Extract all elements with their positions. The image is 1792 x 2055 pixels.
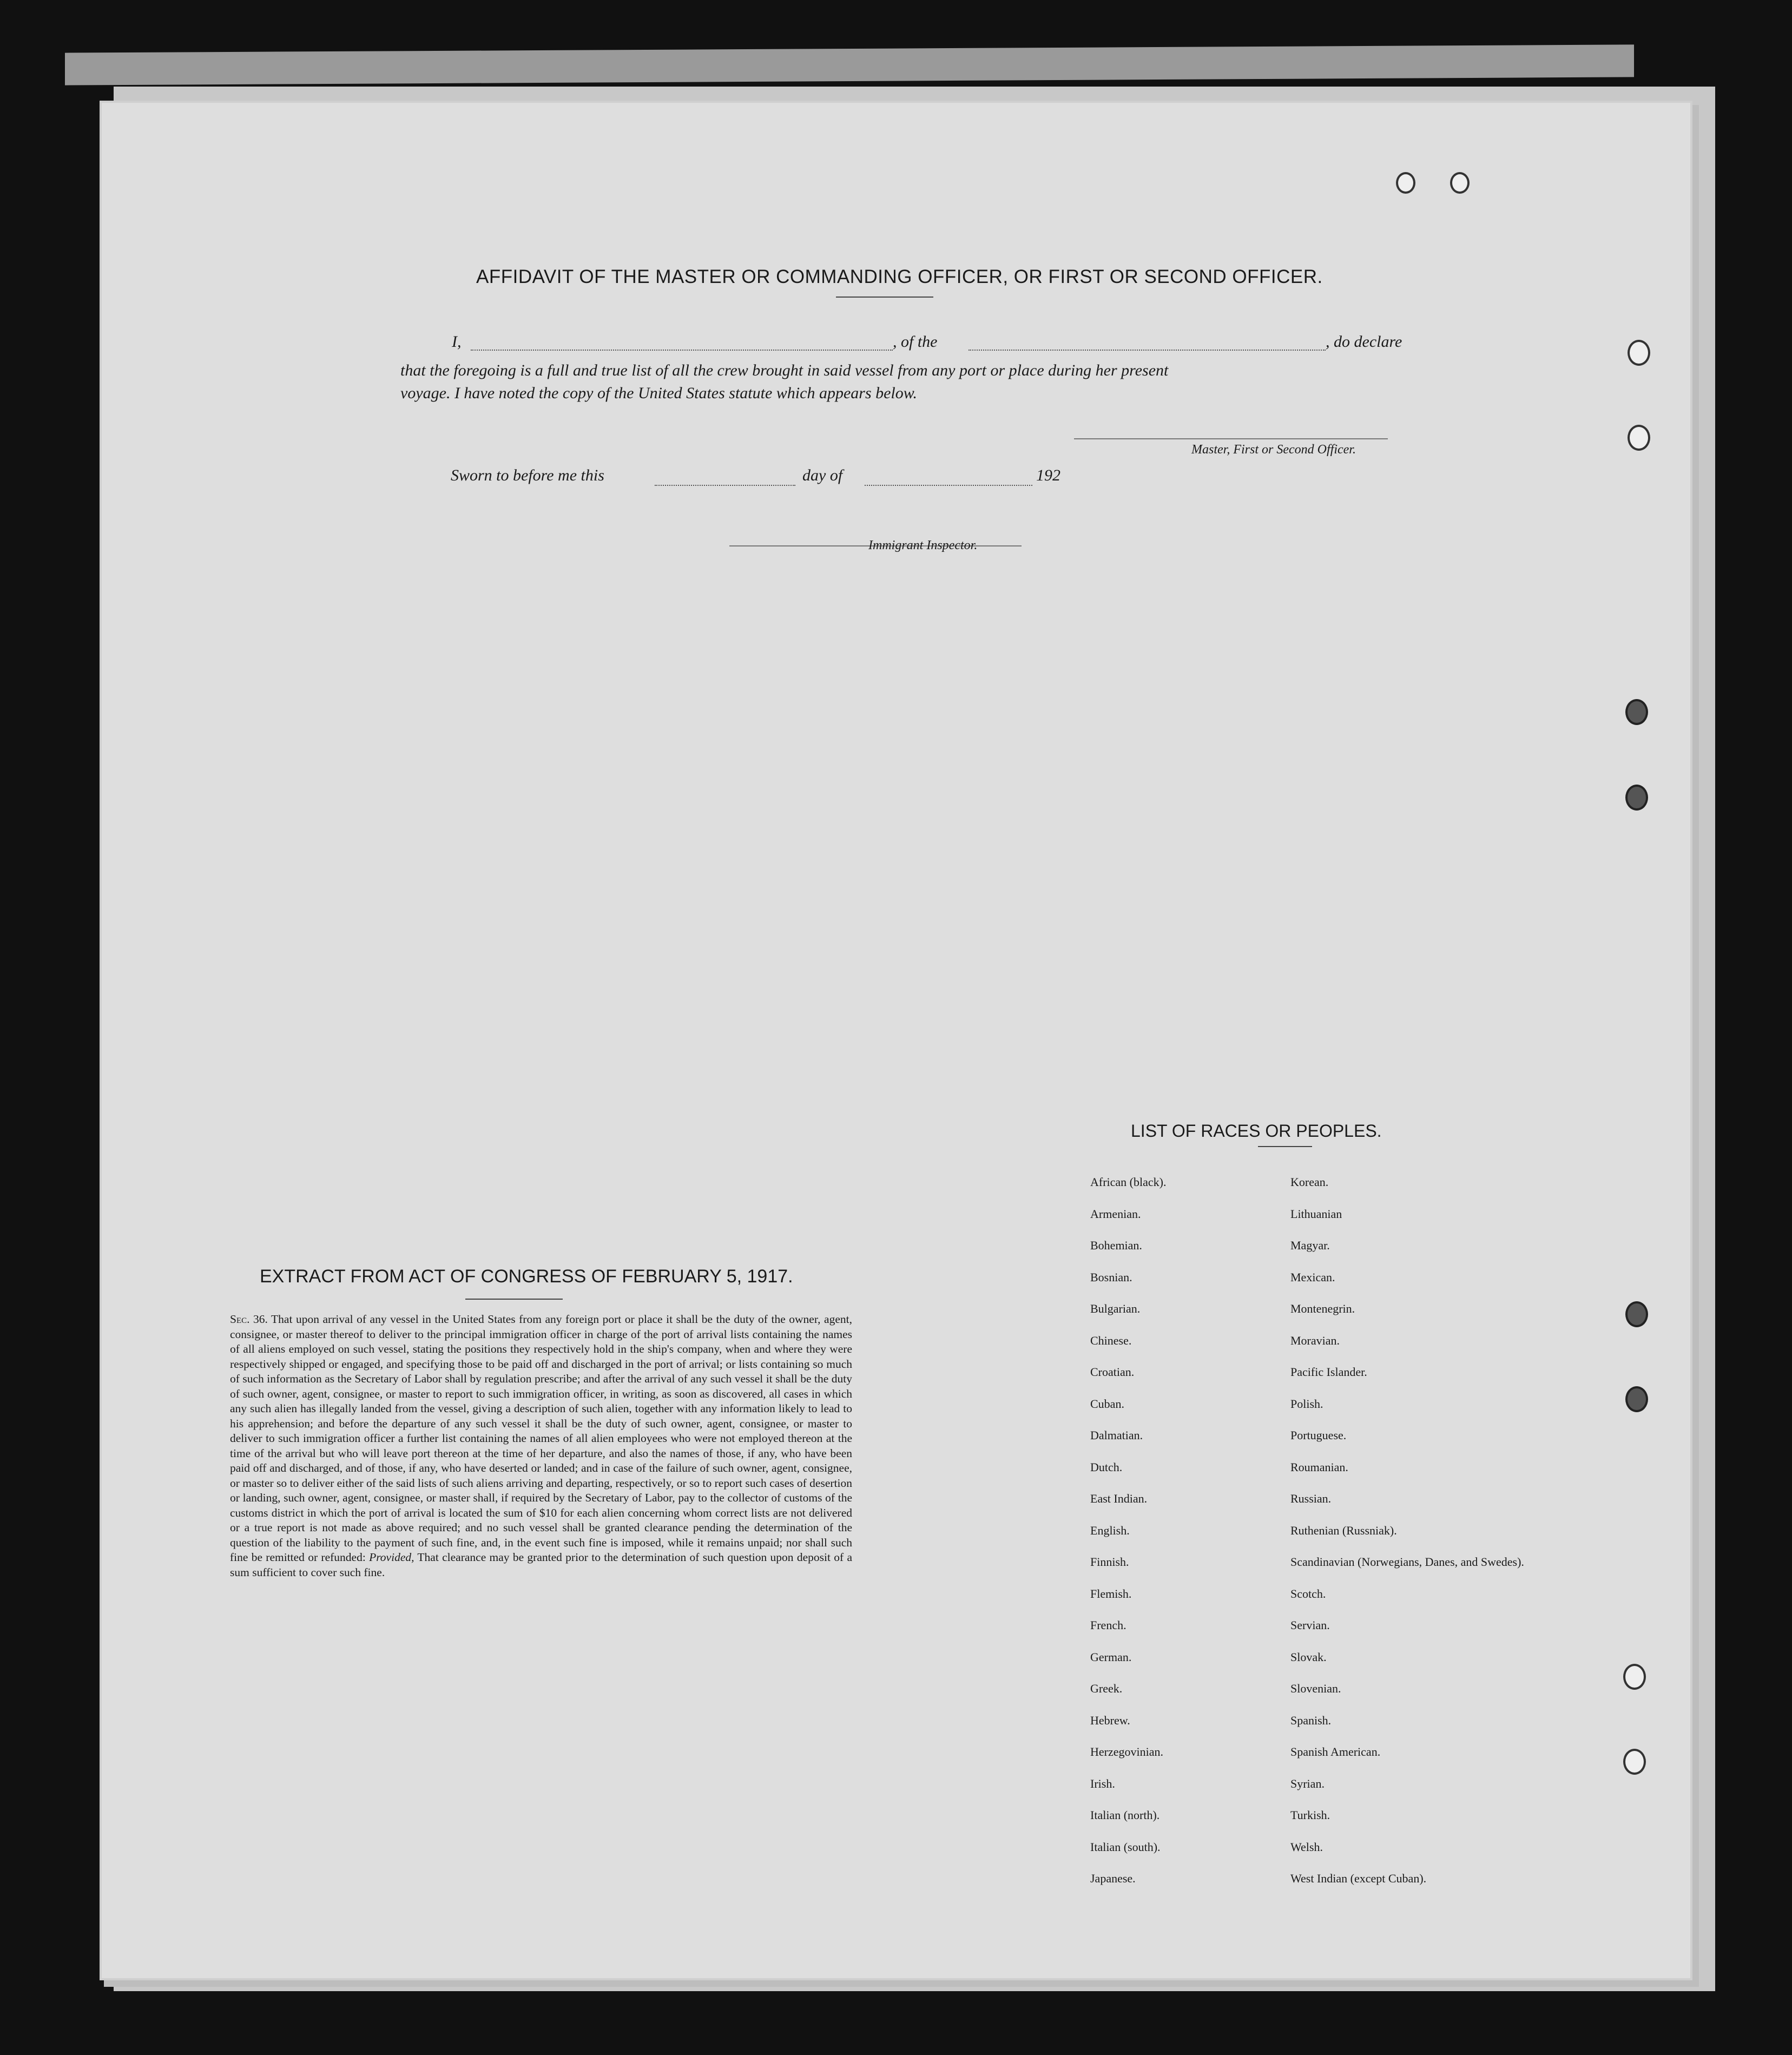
year-label: 192 (1036, 466, 1060, 484)
race-item: Mexican. (1290, 1270, 1335, 1284)
race-item: Spanish. (1290, 1713, 1332, 1727)
extract-body-text: That upon arrival of any vessel in the United States from any foreign port or place it shall be the duty of the owner, agent, consignee, or master thereof to deliver to the principal immigration officer in charge of the port of arrival lists containing the names of all aliens employed on such vessel, stating the positions they respectively hold in the ship's company, when and where they were respectively shipped or engaged, and specifying those to be paid off and discharged in the port of arrival; or lists containing so much of such information as the Secretary of Labor shall by regulation prescribe; and after the arrival of any such vessel it shall be the duty of such owner, agent, consignee, or master to report to such immigration officer, in writing, as soon as discovered, all cases in which any such alien has illegally landed from the vessel, giving a description of such alien, together with any information likely to lead to his apprehension; and before the departure of any such vessel it shall be the duty of such owner, agent, consignee, or master to deliver to such immigration officer a further list containing the names of all alien employees who were not employed thereon at the time of the arrival but who will leave port thereon at the time of her departure, and also the names of those, if any, who have been paid off and discharged, and of those, if any, who have deserted or landed; and in case of the failure of such owner, agent, consignee, or master so to deliver either of the said lists of such aliens arriving and departing, respectively, or so to report such cases of desertion or landing, such owner, agent, consignee, or master shall, if required by the Secretary of Labor, pay to the collector of customs of the customs district in which the port of arrival is located the sum of $10 for each alien concerning whom correct lists are not delivered or a true report is not made as above required; and no such vessel shall be granted clearance pending the determination of the question of the liability to the payment of such fine, and, in the event such fine is imposed, while it remains unpaid; nor shall such fine be remitted or refunded: (230, 1313, 852, 1564)
race-item: Ruthenian (Russniak). (1290, 1523, 1397, 1537)
day-of-label: day of (802, 466, 843, 484)
extract-body (230, 1312, 852, 1580)
back-page-edge (65, 44, 1634, 85)
race-item: Portuguese. (1290, 1428, 1347, 1442)
sworn-label: Sworn to before me this (451, 466, 604, 484)
binder-hole-icon (1625, 1301, 1648, 1327)
race-item: Polish. (1290, 1397, 1323, 1411)
race-item: Bosnian. (1090, 1270, 1132, 1284)
race-item: Dutch. (1090, 1460, 1123, 1474)
i-label: I, (452, 333, 462, 351)
race-item: Korean. (1290, 1175, 1329, 1189)
race-item: Roumanian. (1290, 1460, 1348, 1474)
race-item: Japanese. (1090, 1872, 1136, 1885)
race-item: Scandinavian (Norwegians, Danes, and Swedes). (1290, 1555, 1524, 1569)
race-item: East Indian. (1090, 1492, 1148, 1505)
binder-hole-icon (1396, 172, 1415, 194)
race-item: West Indian (except Cuban). (1290, 1872, 1427, 1885)
divider (836, 297, 933, 298)
do-declare-label: , do declare (1326, 333, 1402, 351)
name-field[interactable] (471, 350, 893, 351)
binder-hole-icon (1625, 699, 1648, 725)
sworn-month-field[interactable] (865, 485, 1032, 486)
race-item: Greek. (1090, 1682, 1123, 1695)
race-item: French. (1090, 1618, 1126, 1632)
race-item: Slovak. (1290, 1650, 1327, 1664)
affidavit-title: AFFIDAVIT OF THE MASTER OR COMMANDING OFFICER, OR FIRST OR SECOND OFFICER. (476, 266, 1323, 287)
master-label: Master, First or Second Officer. (1191, 443, 1356, 457)
race-item: Italian (north). (1090, 1808, 1160, 1822)
race-item: Turkish. (1290, 1808, 1330, 1822)
race-item: Lithuanian (1290, 1207, 1342, 1221)
extract-body-text: That clearance may be granted prior to the determination of such question upon deposit of a sum sufficient to cover such fine. (230, 1551, 852, 1579)
race-item: Scotch. (1290, 1586, 1326, 1600)
races-left-column (1090, 1175, 1166, 1903)
race-item: Croatian. (1090, 1365, 1135, 1379)
divider (465, 1299, 563, 1300)
extract-title: EXTRACT FROM ACT OF CONGRESS OF FEBRUARY 5, 1917. (260, 1266, 793, 1287)
binder-hole-icon (1623, 1664, 1646, 1690)
race-item: Hebrew. (1090, 1713, 1130, 1727)
race-item: Bohemian. (1090, 1239, 1142, 1252)
race-item: Russian. (1290, 1492, 1332, 1505)
provided-label: Provided, (369, 1551, 414, 1564)
declaration-line: voyage. I have noted the copy of the United States statute which appears below. (400, 384, 918, 402)
race-item: Servian. (1290, 1618, 1330, 1632)
race-item: Spanish American. (1290, 1745, 1381, 1758)
race-item: Slovenian. (1290, 1682, 1341, 1695)
master-signature-field[interactable] (1074, 438, 1388, 439)
binder-hole-icon (1625, 785, 1648, 811)
binder-hole-icon (1450, 172, 1470, 194)
race-item: African (black). (1090, 1175, 1167, 1189)
section-label: Sec. 36. (230, 1313, 268, 1326)
race-item: Pacific Islander. (1290, 1365, 1367, 1379)
race-item: Syrian. (1290, 1776, 1325, 1790)
binder-hole-icon (1623, 1749, 1646, 1775)
race-item: Herzegovinian. (1090, 1745, 1163, 1758)
race-item: English. (1090, 1523, 1130, 1537)
races-title: LIST OF RACES OR PEOPLES. (1131, 1121, 1382, 1141)
binder-hole-icon (1625, 1386, 1648, 1412)
declaration-line: that the foregoing is a full and true list of all the crew brought in said vessel from any port or place during her present (400, 361, 1169, 379)
race-item: Finnish. (1090, 1555, 1129, 1569)
race-item: Italian (south). (1090, 1840, 1161, 1854)
of-the-label: , of the (893, 333, 938, 351)
race-item: Cuban. (1090, 1397, 1124, 1411)
race-item: Flemish. (1090, 1586, 1132, 1600)
vessel-field[interactable] (969, 350, 1326, 351)
binder-hole-icon (1628, 340, 1650, 366)
race-item: Welsh. (1290, 1840, 1323, 1854)
race-item: Irish. (1090, 1776, 1115, 1790)
race-item: German. (1090, 1650, 1132, 1664)
race-item: Bulgarian. (1090, 1302, 1141, 1315)
race-item: Montenegrin. (1290, 1302, 1355, 1315)
sworn-day-field[interactable] (655, 485, 795, 486)
race-item: Moravian. (1290, 1333, 1340, 1347)
race-item: Chinese. (1090, 1333, 1132, 1347)
divider (1258, 1146, 1312, 1147)
binder-hole-icon (1628, 425, 1650, 451)
race-item: Magyar. (1290, 1239, 1330, 1252)
race-item: Armenian. (1090, 1207, 1141, 1221)
inspector-label: Immigrant Inspector. (868, 538, 978, 552)
races-right-column (1290, 1175, 1524, 1903)
race-item: Dalmatian. (1090, 1428, 1143, 1442)
